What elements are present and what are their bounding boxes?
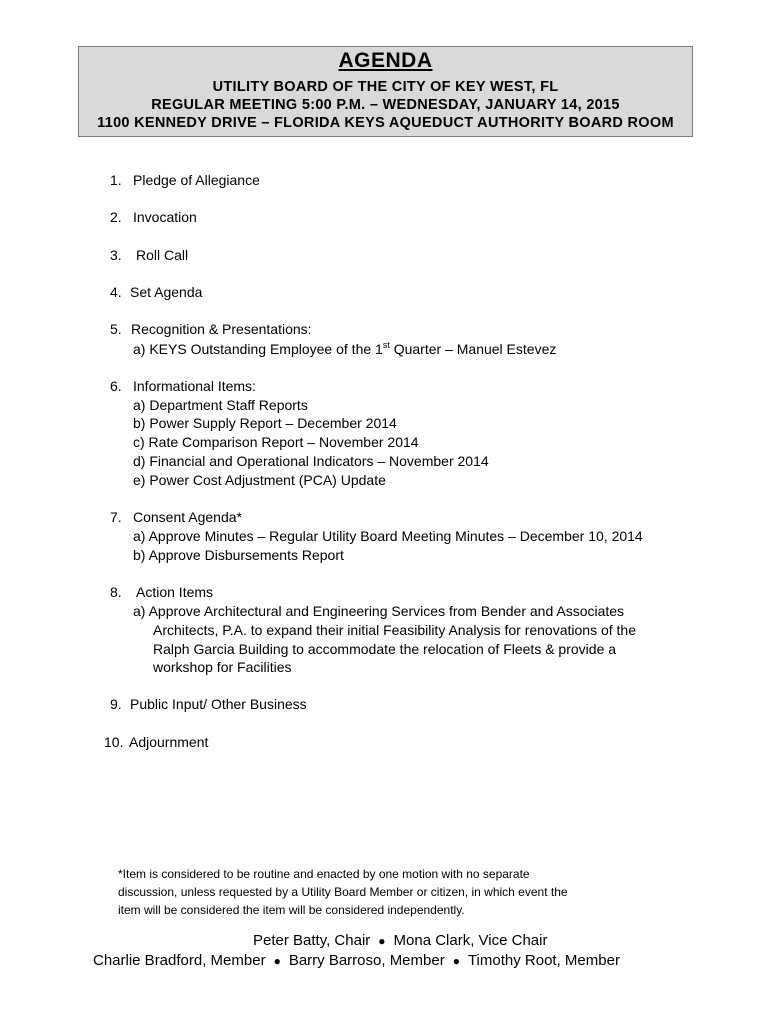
board-member: Barry Barroso, Member	[288, 952, 445, 969]
bullet-separator: ●	[452, 954, 460, 968]
board-members	[93, 952, 620, 969]
board-officers	[253, 932, 547, 949]
agenda-subitem: a) Department Staff Reports	[133, 397, 308, 413]
board-chair: Peter Batty, Chair	[253, 932, 371, 949]
agenda-header	[78, 46, 693, 137]
agenda-subitem: b) Power Supply Report – December 2014	[133, 415, 397, 431]
agenda-item-action: Action Items	[136, 584, 214, 600]
agenda-subitem: e) Power Cost Adjustment (PCA) Update	[133, 472, 386, 488]
agenda-item-pledge: Pledge of Allegiance	[133, 172, 260, 188]
agenda-subitem: b) Approve Disbursements Report	[133, 547, 344, 563]
footnote-line: item will be considered the item will be considered independently.	[118, 903, 465, 917]
item-number: 7.	[110, 509, 122, 525]
item-number: 1.	[110, 172, 122, 188]
item-number: 5.	[110, 321, 122, 337]
agenda-item-invocation: Invocation	[133, 209, 197, 225]
agenda-subitem: c) Rate Comparison Report – November 2014	[133, 434, 419, 450]
agenda-item-public-input: Public Input/ Other Business	[130, 696, 307, 712]
board-vice-chair: Mona Clark, Vice Chair	[393, 932, 548, 949]
board-member: Timothy Root, Member	[467, 952, 620, 969]
item-number: 3.	[110, 247, 122, 263]
item-number: 9.	[110, 696, 122, 712]
bullet-separator: ●	[273, 954, 281, 968]
header-location: 1100 KENNEDY DRIVE – FLORIDA KEYS AQUEDUCT AUTHORITY BOARD ROOM	[97, 115, 674, 131]
item-number: 8.	[110, 584, 122, 600]
item-number: 6.	[110, 378, 122, 394]
agenda-subitem-cont: Ralph Garcia Building to accommodate the relocation of Fleets & provide a	[153, 641, 617, 657]
consent-footnote	[118, 865, 678, 919]
footnote-line: discussion, unless requested by a Utility Board Member or citizen, in which event the	[118, 885, 568, 899]
agenda-item-adjournment: Adjournment	[129, 734, 209, 750]
header-organization: UTILITY BOARD OF THE CITY OF KEY WEST, FL	[212, 79, 559, 95]
header-meeting-time: REGULAR MEETING 5:00 P.M. – WEDNESDAY, JANUARY 14, 2015	[151, 97, 620, 113]
agenda-subitem: a) Approve Architectural and Engineering Services from Bender and Associates	[133, 603, 625, 619]
agenda-item-recognition: Recognition & Presentations:	[131, 321, 312, 337]
agenda-item-informational: Informational Items:	[133, 378, 256, 394]
agenda-item-consent: Consent Agenda*	[133, 509, 242, 525]
footnote-line: *Item is considered to be routine and enacted by one motion with no separate	[118, 867, 530, 881]
agenda-item-roll-call: Roll Call	[136, 247, 189, 263]
board-member: Charlie Bradford, Member	[93, 952, 266, 969]
agenda-subitem-cont: workshop for Facilities	[153, 659, 292, 675]
agenda-subitem-cont: Architects, P.A. to expand their initial Feasibility Analysis for renovations of the	[153, 622, 636, 638]
page-title: AGENDA	[338, 49, 433, 72]
item-number: 4.	[110, 284, 122, 300]
agenda-subitem: a) KEYS Outstanding Employee of the 1st Quarter – Manuel Estevez	[133, 340, 557, 357]
agenda-item-set-agenda: Set Agenda	[130, 284, 203, 300]
agenda-subitem: a) Approve Minutes – Regular Utility Board Meeting Minutes – December 10, 2014	[133, 528, 643, 544]
item-number: 2.	[110, 209, 122, 225]
agenda-subitem: d) Financial and Operational Indicators – November 2014	[133, 453, 489, 469]
bullet-separator: ●	[378, 934, 386, 948]
item-number: 10.	[104, 734, 124, 750]
